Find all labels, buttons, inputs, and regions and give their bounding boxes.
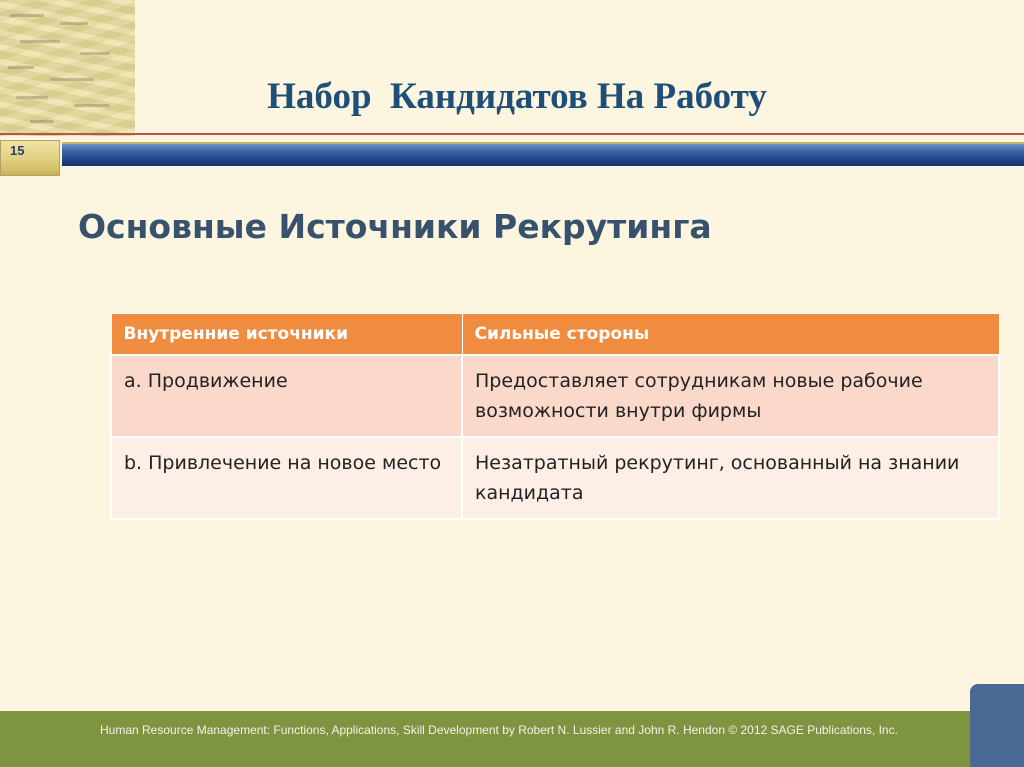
- table-cell-source: a. Продвижение: [111, 355, 462, 437]
- recruiting-sources-table: [110, 313, 1000, 520]
- table-header-row: [111, 314, 999, 356]
- footer-citation: Human Resource Management: Functions, Applications, Skill Development by Robert N. Lussier and John R. Hendon © 2012 SAGE Publications, Inc.: [100, 723, 898, 737]
- table-cell-strength: Незатратный рекрутинг, основанный на знании кандидата: [462, 437, 999, 519]
- table-row: [111, 437, 999, 519]
- table-cell-strength: Предоставляет сотрудникам новые рабочие возможности внутри фирмы: [462, 355, 999, 437]
- column-header-sources: Внутренние источники: [111, 314, 462, 356]
- title-divider-line: [0, 133, 1024, 135]
- slide-title: Набор Кандидатов На Работу: [267, 76, 767, 117]
- section-heading: Основные Источники Рекрутинга: [78, 207, 712, 246]
- table-cell-source: b. Привлечение на новое место: [111, 437, 462, 519]
- header-bar: [62, 142, 1024, 166]
- slide-number-box: [0, 140, 60, 176]
- corner-decorative-box: [970, 684, 1024, 767]
- column-header-strengths: Сильные стороны: [462, 314, 999, 356]
- footer-bar: [0, 711, 1024, 767]
- table-row: [111, 355, 999, 437]
- slide-number: 15: [10, 143, 25, 158]
